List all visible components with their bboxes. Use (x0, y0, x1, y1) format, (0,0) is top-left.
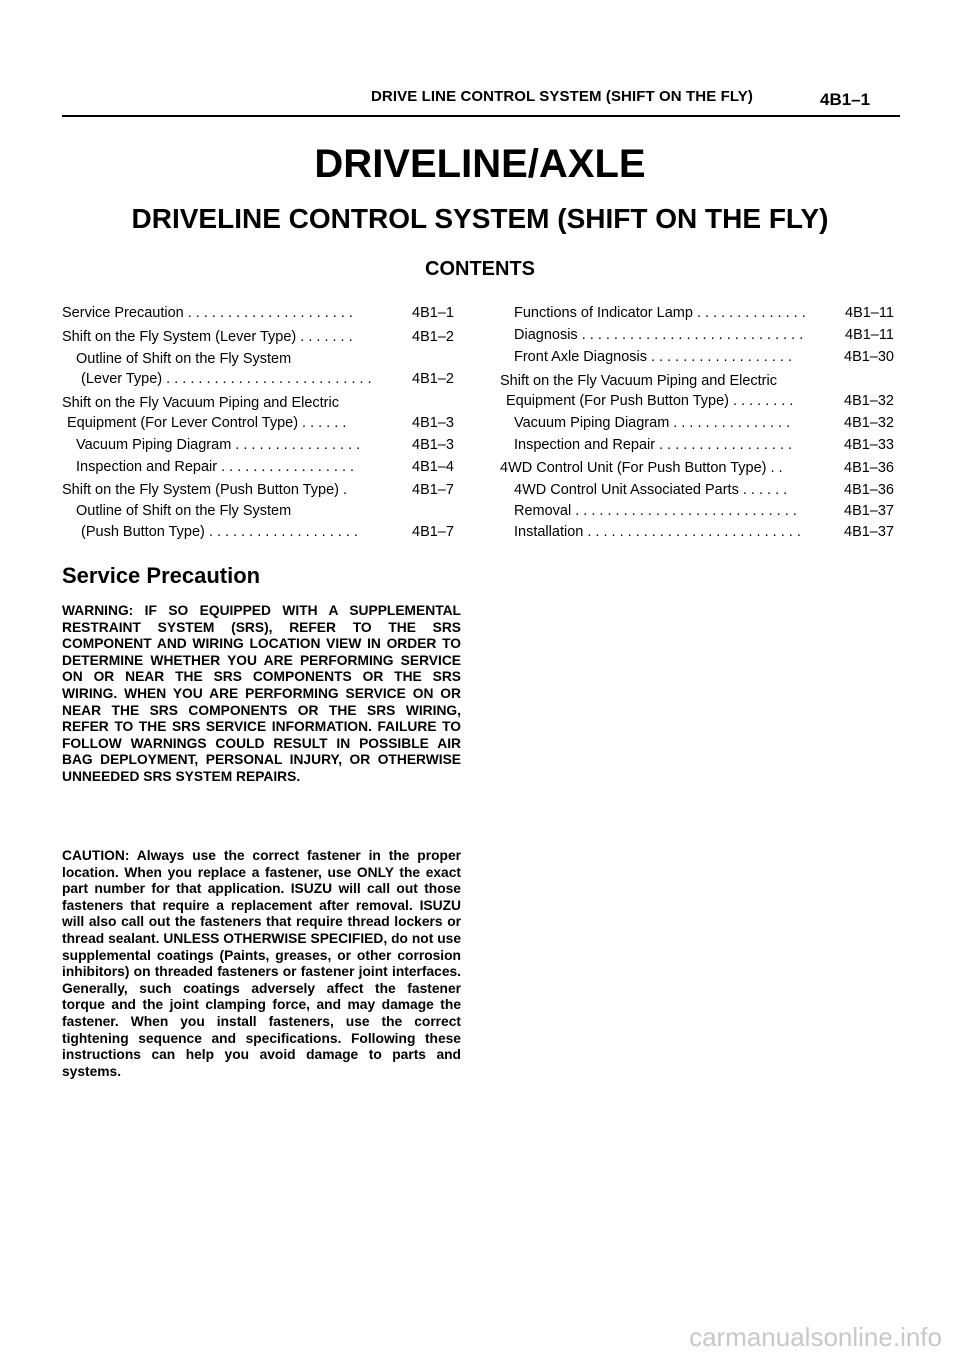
toc-entry-page: 4B1–36 (844, 460, 894, 476)
toc-entry-label: 4WD Control Unit Associated Parts . . . . . . (514, 482, 788, 498)
toc-entry-page: 4B1–11 (845, 327, 894, 343)
toc-entry-label: 4WD Control Unit (For Push Button Type) . . (500, 460, 783, 476)
caution-paragraph: CAUTION: Always use the correct fastener in the proper location. When you replace a fastener, use ONLY the exact part number for that application. ISUZU will call out those fasteners that require a replacement after removal. ISUZU will also call out the fasteners that require thread lockers or thread sealant. UNLESS OTHERWISE SPECIFIED, do not use supplemental coatings (Paints, greases, or other corrosion inhibitors) on threaded fasteners or fastener joint interfaces. Generally, such coatings adversely affect the fastener torque and the joint clamping force, and may damage the fastener. When you install fasteners, use the correct tightening sequence and specifications. Following these instructions can help you avoid damage to parts and systems. (62, 848, 461, 1079)
toc-entry-label: Front Axle Diagnosis . . . . . . . . . . . . . . . . . . (514, 349, 793, 365)
toc-entry-label: Shift on the Fly System (Lever Type) . . . . . . . (62, 329, 353, 345)
toc-entry-label: (Push Button Type) . . . . . . . . . . . . . . . . . . . (81, 524, 358, 540)
toc-entry-page: 4B1–4 (412, 459, 454, 475)
section-title: DRIVELINE CONTROL SYSTEM (SHIFT ON THE FLY) (131, 203, 829, 234)
header-rule (62, 115, 900, 117)
toc-entry-label: Outline of Shift on the Fly System (76, 351, 292, 367)
chapter-title: DRIVELINE/AXLE (314, 142, 646, 186)
toc-entry-page: 4B1–32 (844, 393, 894, 409)
toc-right-column (500, 306, 900, 546)
toc-entry-label: Inspection and Repair . . . . . . . . . . . . . . . . . (514, 437, 793, 453)
toc-entry-label: Removal . . . . . . . . . . . . . . . . . . . . . . . . . . . . (514, 503, 797, 519)
toc-entry-page: 4B1–32 (844, 415, 894, 431)
toc-entry-label: Vacuum Piping Diagram . . . . . . . . . . . . . . . . (76, 437, 361, 453)
toc-entry-label: Functions of Indicator Lamp . . . . . . . . . . . . . . (514, 305, 806, 321)
toc-entry-page: 4B1–11 (845, 305, 894, 321)
toc-entry-label: Diagnosis . . . . . . . . . . . . . . . . . . . . . . . . . . . . (514, 327, 804, 343)
toc-entry-page: 4B1–1 (412, 305, 454, 321)
toc-left-column (62, 306, 462, 546)
toc-entry-label: Vacuum Piping Diagram . . . . . . . . . . . . . . . (514, 415, 791, 431)
toc-entry-page: 4B1–33 (844, 437, 894, 453)
toc-entry-page: 4B1–37 (844, 524, 894, 540)
toc-entry-page: 4B1–3 (412, 415, 454, 431)
toc-entry-label: Shift on the Fly Vacuum Piping and Electric (500, 373, 777, 389)
toc-entry-page: 4B1–36 (844, 482, 894, 498)
toc-entry-label: Equipment (For Push Button Type) . . . . . . . . (506, 393, 794, 409)
toc-entry-label: (Lever Type) . . . . . . . . . . . . . . . . . . . . . . . . . . (81, 371, 372, 387)
toc-entry-page: 4B1–7 (412, 524, 454, 540)
toc-entry-label: Installation . . . . . . . . . . . . . . . . . . . . . . . . . . . (514, 524, 801, 540)
toc-entry-page: 4B1–30 (844, 349, 894, 365)
toc-entry-label: Shift on the Fly System (Push Button Type) . (62, 482, 348, 498)
toc-entry-page: 4B1–3 (412, 437, 454, 453)
service-precaution-heading: Service Precaution (62, 563, 261, 588)
toc-entry-label: Equipment (For Lever Control Type) . . . . . . (67, 415, 347, 431)
toc-entry-label: Inspection and Repair . . . . . . . . . . . . . . . . . (76, 459, 355, 475)
contents-heading: CONTENTS (425, 258, 535, 280)
page-number: 4B1–1 (820, 90, 871, 109)
toc-entry-page: 4B1–37 (844, 503, 894, 519)
toc-entry-page: 4B1–2 (412, 371, 454, 387)
warning-paragraph: WARNING: IF SO EQUIPPED WITH A SUPPLEMENTAL RESTRAINT SYSTEM (SRS), REFER TO THE SRS COMPONENT AND WIRING LOCATION VIEW IN ORDER TO DETERMINE WHETHER YOU ARE PERFORMING SERVICE ON OR NEAR THE SRS COMPONENTS OR THE SRS WIRING. WHEN YOU ARE PERFORMING SERVICE ON OR NEAR THE SRS COMPONENTS OR THE SRS WIRING, REFER TO THE SRS SERVICE INFORMATION. FAILURE TO FOLLOW WARNINGS COULD RESULT IN POSSIBLE AIR BAG DEPLOYMENT, PERSONAL INJURY, OR OTHERWISE UNNEEDED SRS SYSTEM REPAIRS. (62, 603, 461, 784)
toc-entry-label: Service Precaution . . . . . . . . . . . . . . . . . . . . . (62, 305, 353, 321)
watermark: carmanualsonline.info (689, 1322, 942, 1352)
running-header-title: DRIVE LINE CONTROL SYSTEM (SHIFT ON THE FLY) (371, 88, 753, 105)
toc-entry-page: 4B1–7 (412, 482, 454, 498)
toc-entry-label: Shift on the Fly Vacuum Piping and Electric (62, 395, 339, 411)
toc-entry-label: Outline of Shift on the Fly System (76, 503, 292, 519)
toc-entry-page: 4B1–2 (412, 329, 454, 345)
